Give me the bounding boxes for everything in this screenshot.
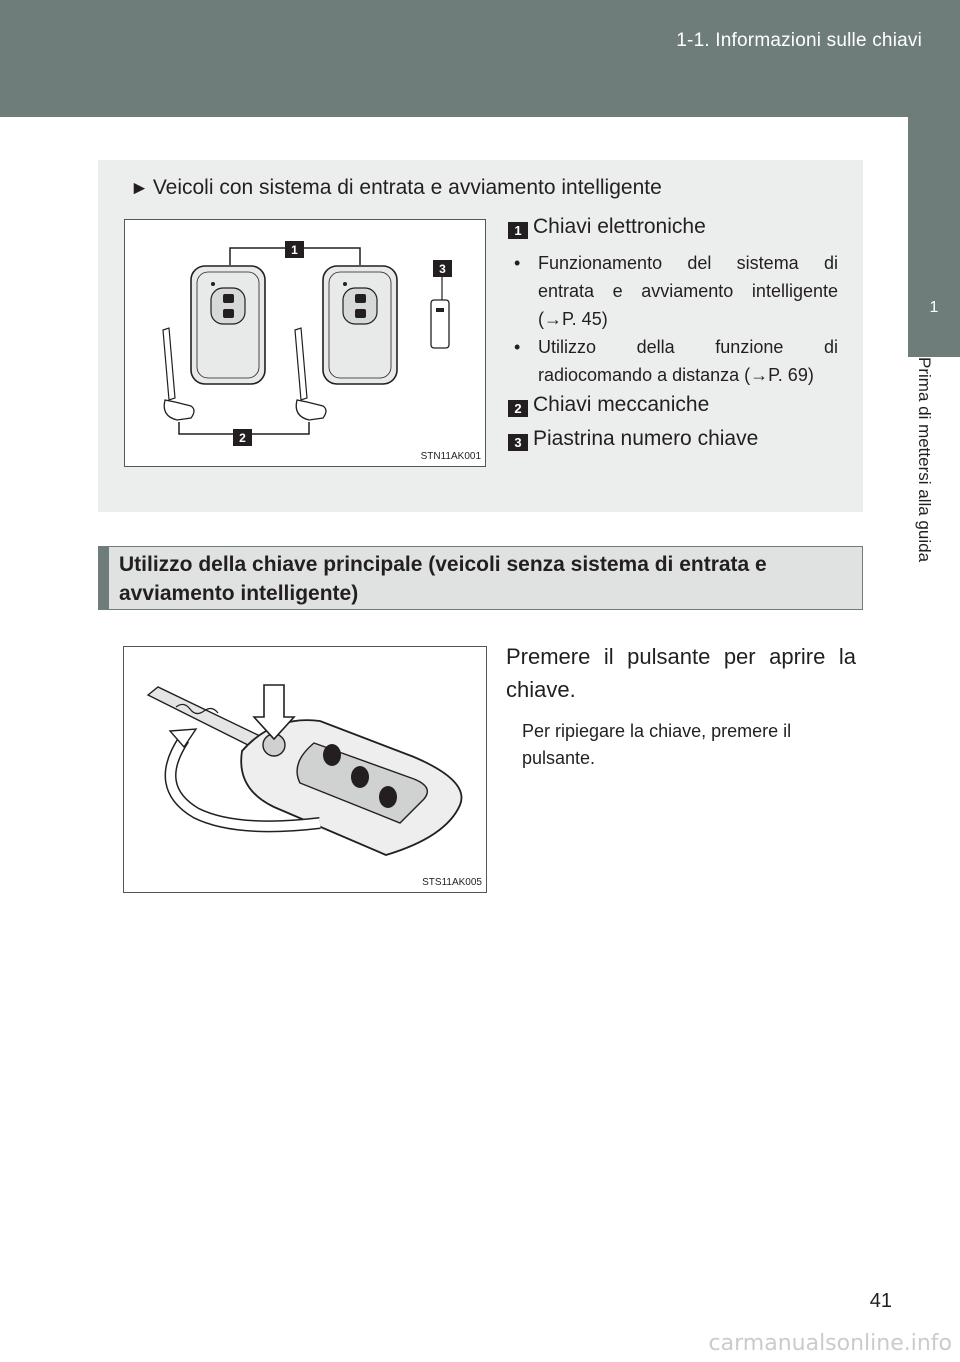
smart-keys-illustration [124,219,486,467]
bullet-text: Funzionamento del sistema di entrata e avviamento intelligente (→P. 45) [538,253,838,329]
triangle-bullet-icon: ► [130,178,149,199]
smart-key-left-icon [191,266,265,384]
callout-label-3: Piastrina numero chiave [533,427,759,450]
chapter-title: Prima di mettersi alla guida [915,357,934,563]
section-heading-bar [98,546,863,610]
instruction-text: Premere il pulsante per aprire la chiave. [506,644,856,702]
callout-list [508,215,838,461]
section-heading: Utilizzo della chiave principale (veicoli senza sistema di entrata e avviamento intelligente) [119,553,767,605]
callout-1-bullets [508,249,838,389]
master-key-illustration [123,646,487,893]
figure-badge-1-label: 1 [291,243,298,257]
callout-2 [508,393,838,427]
smart-key-right-icon [323,266,397,384]
callout-badge-3: 3 [508,434,528,451]
callout-1 [508,215,838,249]
mechanical-key-left-icon [163,328,194,420]
master-key-drawing [124,647,486,892]
header-band [0,0,960,117]
smart-key-panel [98,160,863,512]
key-blade-icon [148,687,262,747]
figure-code: STS11AK005 [422,877,482,888]
callout-label-1: Chiavi elettroniche [533,215,706,238]
smart-keys-drawing [125,220,485,466]
figure-code: STN11AK001 [420,451,481,462]
figure-badge-2-label: 2 [239,431,246,445]
key-number-plate-icon [431,300,449,348]
bullet-item: • Funzionamento del sistema di entrata e avviamento intelligente (→P. 45) [514,253,838,329]
section-title: 1-1. Informazioni sulle chiavi [676,30,922,51]
bullet-item: • Utilizzo della funzione di radiocomando a distanza (→P. 69) [514,337,838,385]
chapter-number: 1 [929,299,939,316]
callout-badge-2: 2 [508,400,528,417]
callout-3 [508,427,838,461]
note-text: Per ripiegare la chiave, premere il pulsante. [522,721,792,768]
heading-accent [99,547,109,609]
page-number: 41 [869,1290,892,1312]
panel-heading-text: Veicoli con sistema di entrata e avviamento intelligente [152,176,662,199]
mechanical-key-right-icon [295,328,326,420]
bullet-text: Utilizzo della funzione di radiocomando a distanza (→P. 69) [538,337,838,385]
watermark: carmanualsonline.info [708,1331,952,1356]
chapter-tab [908,117,960,357]
figure-badge-3-label: 3 [439,262,446,276]
key-fob-icon [241,720,461,855]
panel-heading [130,176,662,200]
callout-label-2: Chiavi meccaniche [533,393,710,416]
chapter-title-vertical [908,357,960,657]
callout-badge-1: 1 [508,222,528,239]
